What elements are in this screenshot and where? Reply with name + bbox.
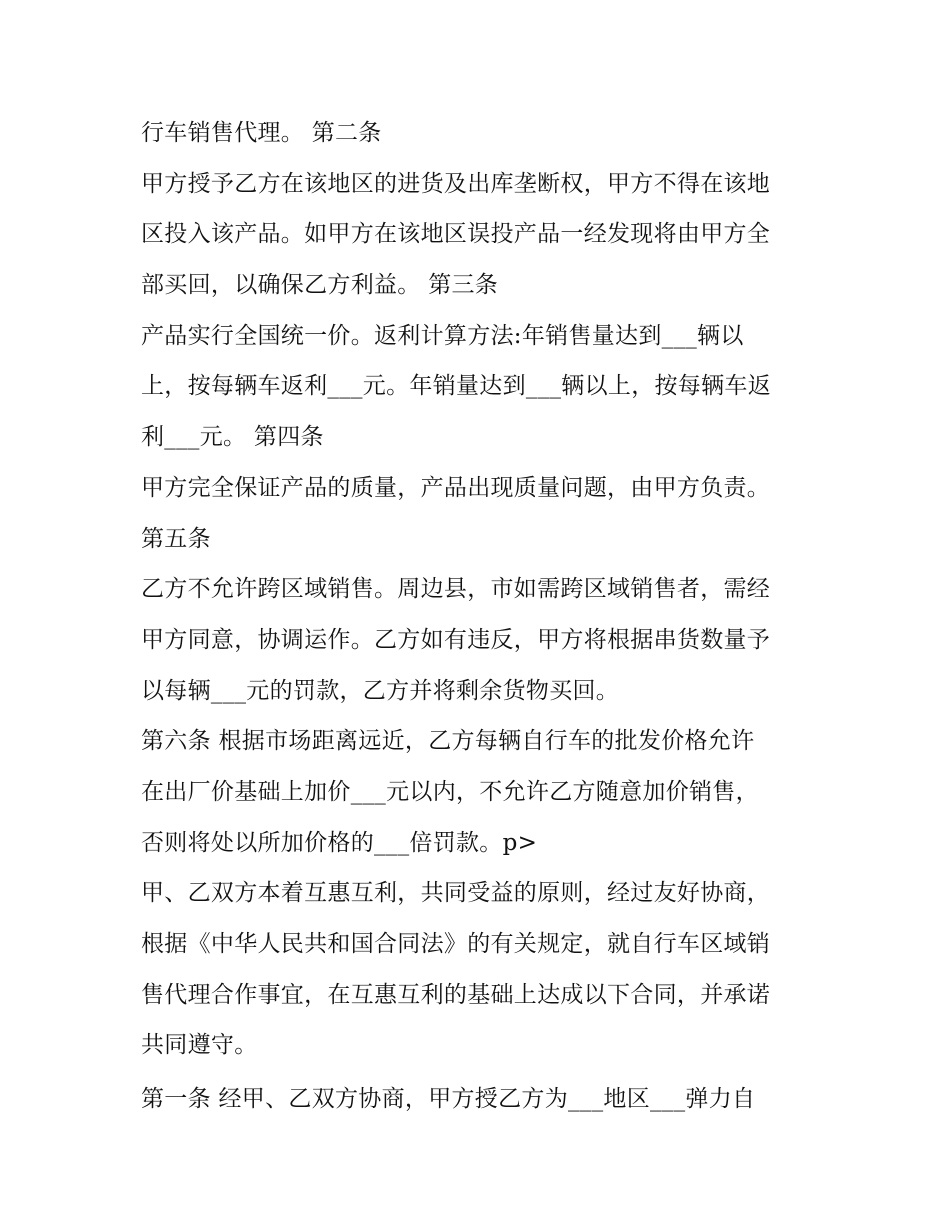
text-line: 甲方授予乙方在该地区的进货及出库垄断权，甲方不得在该地 xyxy=(141,170,771,197)
text-line: 共同遵守。 xyxy=(141,1032,258,1059)
text-line: 否则将处以所加价格的___倍罚款。p> xyxy=(141,829,538,856)
text-line: 第一条 经甲、乙双方协商，甲方授乙方为___地区___弹力自 xyxy=(141,1086,756,1113)
contract-text xyxy=(141,108,821,1125)
text-line: 第六条 根据市场距离远近，乙方每辆自行车的批发价格允许 xyxy=(141,728,755,755)
text-line: 利___元。 第四条 xyxy=(141,424,324,451)
text-line: 根据《中华人民共和国合同法》的有关规定，就自行车区域销 xyxy=(141,931,771,957)
text-line: 在出厂价基础上加价___元以内，不允许乙方随意加价销售， xyxy=(141,778,759,805)
text-line: 区投入该产品。如甲方在该地区误投产品一经发现将由甲方全 xyxy=(141,221,771,248)
text-line: 上，按每辆车返利___元。年销量达到___辆以上，按每辆车返 xyxy=(141,373,771,400)
text-line: 乙方不允许跨区域销售。周边县，市如需跨区域销售者，需经 xyxy=(141,576,771,603)
text-line: 甲、乙双方本着互惠互利，共同受益的原则，经过友好协商， xyxy=(141,880,771,907)
text-line: 行车销售代理。 第二条 xyxy=(141,120,382,146)
text-line: 产品实行全国统一价。返利计算方法:年销售量达到___辆以 xyxy=(141,322,744,349)
text-line: 部买回，以确保乙方利益。 第三条 xyxy=(141,272,499,299)
text-line: 以每辆___元的罚款，乙方并将剩余货物买回。 xyxy=(141,677,620,704)
text-line: 甲方完全保证产品的质量，产品出现质量问题，由甲方负责。 xyxy=(141,474,771,501)
text-line: 售代理合作事宜，在互惠互利的基础上达成以下合同，并承诺 xyxy=(141,981,771,1008)
text-line: 第五条 xyxy=(141,525,211,552)
text-line: 甲方同意，协调运作。乙方如有违反，甲方将根据串货数量予 xyxy=(141,626,771,653)
